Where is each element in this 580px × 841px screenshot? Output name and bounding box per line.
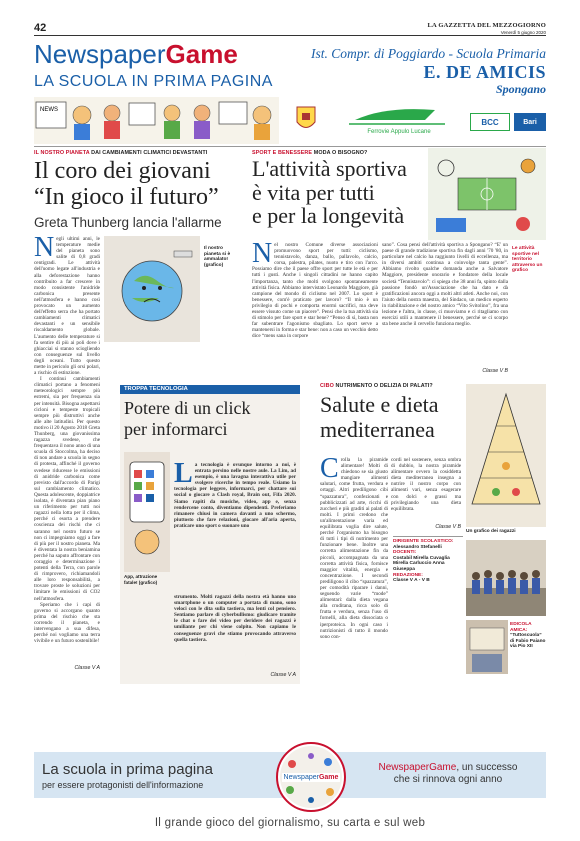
article3-body-intro <box>174 462 296 594</box>
article2-text-2: sano”. Cosa pensi dell'attività sportiva a Spongano? “E' un paese di grande tradizione sportiva fin dagli anni '70 '80, in particolare nel calcio ha raggiunto livelli di eccellenza, ma in diversi ambiti continua a coinvolge tanta gente”. Abbiamo rivolto qualche domanda anche a Salvatore Maggiore, presidente onorario e fondatore della locale società “Tennistavolo”: ci spiega che 38 anni fa, spinto dalla passione fondò un'Associazione che ha dato e dà gratificazioni ancora oggi a molti altri atleti. Anche noi, con l'aiuto della nostra maestra, del Sindaco, un medico esperto in riabilitazione e del nostro amico “Vito Svitolino”, fra una lezione e l'altra, in classe, ci muoviamo e ci ritagliamo con esercizi utili a mantenere il benessere, perché se ci scorpo sta bene anche il cervello funziona meglio. <box>382 242 508 328</box>
article2-drop-cap: N <box>252 242 273 269</box>
article1-title-line1: Il coro dei giovani <box>34 158 211 184</box>
article4-title-line2: mediterranea <box>320 417 435 442</box>
footer-banner-title: La scuola in prima pagina <box>42 761 213 778</box>
article2-sport-image <box>428 148 546 240</box>
article1-text-2: I continui cambiamenti climatici portano a fenomeni meteorologici sempre più estremi, sia per frequenza sia per intensità. Bisogna aspettarsi cicloni e tempeste tropicali sempre più distruttivi anche alle alte latitudini. Per questo motivo il 20 Agosto 2018 Greta Thunberg, una giovanissima ragazza svedese, che frequentava il nono anno di una scuola di Stoccolma, ha deciso di non andare a scuola in segno di protesta, affinché il governo svedese riducesse le emissioni di anidride carbonica come previsto dall'accordo di Parigi sul cambiamento climatico. Questa adolescente, doppiatrice isolata, è diventata pian piano un riferimento per tutti noi ragazzi nella lotta per il clima, perché ci esorta a prendere coscienza dei rischi che ci saranno nel nostro futuro se non ci impegniamo oggi a fare di più per il nostro pianeta. Ma è diventata la nostra beniamina perché ha saputo affrontare con coraggio e determinazione i potenti della Terra, con parole di rimprovero, richiamandoli alle loro responsabilità, a trovare proste le soluzioni per limitare le emissioni di CO2 nell'atmosfera. <box>34 376 100 602</box>
footer-logo-newspaper: Newspaper <box>283 773 319 781</box>
article1-title-line2: “In gioco il futuro” <box>34 184 219 210</box>
article4-kicker-dark: NUTRIMENTO O DELIZIA DI PALATI? <box>335 383 433 389</box>
page-number: 42 <box>34 22 47 34</box>
article4-text-1: rolla la piramide alimentare! Molti di chiedono se sia giusto mangiare alimenti salutari, come frutta, verdura e ortaggi. Altri prediligono cibi “spazzatura”, confezionati e pubblicizzati ad arte, ricchi di zuccheri e più graditi ai palati di molti. I primi credono che un'alimentazione varia ed equilibrata voglia dire salute, perché l'organismo ha bisogno di tutti i tipi di nutrimento per funzionare bene. Inoltre una corretta alimentazione fin da piccoli, accompagnata da una corretta attività fisica, fornisce maggior vitalità, energia e concentrazione. I secondi prediligono il cibo “spazzatura”, per comodità riparare i danni, seguendo varie “mode” alimentari: dalla dieta vegana alla cruditana, ricca solo di frutta e verdura, senza l'uso di fornelli, alla dieta dissociata o iperproteica. In ogni caso i nutrizionisti di tutto il mondo sono con- <box>320 457 388 640</box>
dirigente-label: DIRIGENTE SCOLASTICO: <box>393 539 454 544</box>
crest-icon <box>295 104 317 134</box>
article2-title-line2: è vita per tutti <box>252 179 375 205</box>
article2-body-col1 <box>252 242 378 375</box>
newspaper-date: Venerdì 5 giugno 2020 <box>500 30 546 35</box>
article4-title <box>320 392 439 442</box>
footer-logo-badge <box>276 742 346 812</box>
article4-title-line1: Salute e dieta <box>320 392 439 417</box>
article1-signature: Classe V A <box>74 665 100 671</box>
ferrovie-label: Ferrovie Appulo Lucane <box>367 129 431 135</box>
docenti-names: Costabil Mirella Cuvaglia Mirella Carluccio Anna Giuseppa <box>393 555 450 572</box>
header-top-rule <box>34 35 546 36</box>
article2-signature: Classe V B <box>482 368 508 374</box>
article3-signature: Classe V A <box>270 672 296 678</box>
ferrovie-sponsor <box>345 104 453 138</box>
school-line: Ist. Compr. di Poggiardo - Scuola Primaria <box>310 46 546 61</box>
redazione-names: Classe V A - V B <box>393 578 430 584</box>
footer-right-text1: , un successo <box>456 762 518 773</box>
article1-kicker <box>34 150 207 156</box>
footer-banner-subtitle: per essere protagonisti dell'informazione <box>42 780 204 790</box>
article3-title <box>124 398 250 440</box>
svg-text:NEWS: NEWS <box>40 107 58 113</box>
article3-kicker-bar <box>120 385 300 394</box>
article2-body-col2 <box>382 242 508 368</box>
docenti-label: DOCENTI: <box>393 550 417 556</box>
article4-kicker <box>320 383 433 389</box>
article3-text-rest: strumento. Molti ragazzi della nostra età hanno uno smartphone o un computer a portata di mano, sono veloci con le dita sulla tastiera, ma lenti col pensiero. Sentiamo parlare di cyberbullismo: giudicare tramite le chat o fare dei video per deridere dei ragazzi è umiliante per chi viene colpito. Non capiamo le conseguenze gravi che stiamo provocando attraverso quella tastiera. <box>174 594 296 643</box>
article3-kicker: TROPPA TECNOLOGIA <box>124 386 188 392</box>
class-photo-image <box>466 540 546 616</box>
sick-planet-drawing <box>104 236 200 342</box>
header-illustration-strip <box>34 97 279 144</box>
article2-kicker-dark: MODA O BISOGNO? <box>313 150 368 156</box>
footer-right-text2: che si rinnova ogni anno <box>393 774 503 785</box>
article3-caption: App, attrazione fatale! (grafico) <box>124 574 158 585</box>
article1-text-1: egli ultimi anni, le temperature medie del pianeta sono salite di 0,8 gradi centigradi. Le attività dell'uomo legate all'industria e alla deforestazione hanno contribuito a far crescere in modo consistente l'anidride carbonica presente nell'atmosfera e hanno così provocato un aumento dell'effetto serra che ha portato cambiamenti climatici devastanti e un sensibile riscaldamento globale. L'aumento delle temperature si fa sentire di più ai poli dove i ghiacciai si stanno sciogliendo con conseguenze sul livello degli oceani. Tutto questo mette in pericolo gli orsi polari, a rischio di estinzione. <box>34 236 100 377</box>
footer-right-brand: NewspaperGame <box>378 762 457 773</box>
article1-title <box>34 158 219 210</box>
school-name: E. DE AMICIS <box>423 62 546 82</box>
article1-drop-cap: N <box>34 236 55 263</box>
bari-sponsor <box>514 113 546 131</box>
article2-caption: Le attività sportive nel territorio attraverso un grafico <box>512 246 543 274</box>
apps-drawing <box>124 452 170 572</box>
footer-logo-game: Game <box>318 773 339 781</box>
bari-label: Bari <box>523 118 537 126</box>
class-photo <box>466 540 546 616</box>
article2-title <box>252 157 407 228</box>
article3-body-rest <box>174 594 296 658</box>
article2-title-line1: L'attività sportiva <box>252 156 407 181</box>
article3-app-image <box>124 452 170 572</box>
brand-newspaper: Newspaper <box>34 39 166 69</box>
edicola-name: “Tuttoscuola” di Fabio Paiano via Pio XII <box>510 633 546 650</box>
article1-caption: Il nostro pianeta si è ammalato! (grafico) <box>204 246 231 268</box>
article4-signature: Classe V B <box>435 524 461 530</box>
bcc-label: BCC <box>481 117 499 127</box>
bcc-sponsor <box>470 113 510 131</box>
edicola-box <box>510 622 546 650</box>
newspaper-name: LA GAZZETTA DEL MEZZOGIORNO <box>427 22 546 29</box>
footer-bottom-line: Il grande gioco del giornalismo, su carta e sul web <box>154 817 426 829</box>
article3-title-line2: per informarci <box>124 419 228 439</box>
footer-right-text <box>358 762 538 786</box>
article2-kicker-red: SPORT E BENESSERE <box>252 150 313 156</box>
food-pyramid-drawing <box>466 384 546 527</box>
newsstand-image <box>466 620 508 674</box>
article3-text-intro: a tecnologia è ovunque intorno a noi, è entrata persino nelle nostre aule. La Lim, ad esempio, è una lavagna interattiva utile per svolgere ricerche in tempo reale. Usiamo la tecnologia per leggere, informarci, per chattare sui social o giocare a Clash royal, Brain out, Fifa 2020. Siamo rapiti da musiche, video, app e, senza rendercene conto, diventiamo dipendenti. Preferiamo rimanere chiusi in camera davanti a uno schermo, piuttosto che fare relazioni, giocare all'aria aperta, praticare uno sport o suonare uno <box>174 462 296 529</box>
article1-text-3: Speriamo che i capi di governo si accorgano quanto prima del rischio che sta correndo il pianeta, e intervengano a sua difesa, perché noi vogliamo una terra vivibile e un futuro sostenibile! <box>34 601 100 645</box>
tagline: LA SCUOLA IN PRIMA PAGINA <box>34 73 273 90</box>
edicola-label: EDICOLA AMICA: <box>510 622 532 633</box>
article1-kicker-red: IL NOSTRO PIANETA <box>34 150 90 156</box>
train-logo-icon <box>345 104 453 126</box>
article4-caption: Un grafico dei ragazzi <box>466 529 516 534</box>
article1-subtitle: Greta Thunberg lancia l'allarme <box>34 215 222 230</box>
edicola-photo <box>466 620 508 674</box>
article2-text-1: el nostro Comune diverse associazioni promuovono sport per tutti: ciclismo, tennistavolo, danza, ballo, pallavolo, calcio, corsa, palestra, pilates, nuoto e tiro con l'arco. Possiamo dire che il paese offre sport per tutte le età e per tutti i gusti. Anche i singoli cittadini ne hanno capito l'importanza, tanto che molti svolgono spontaneamente attività fisica. Abbiamo intervistato Leonardo Maggiore, già campione del mondo di ciclismo nel 2007. Lo sport è benessere, com'è praticato per lavoro? “Il mio è un privilegio di pochi e comporta enormi sacrifici, ma deve essere vissuto come un piacere”. Pensi che la tua attività sia di stimolo per fare sport e star bene? “Penso di sì, basta non far subentrare l'agonismo sbagliato. Lo sport serve a mantenersi in forma e star bene: non a caso un vecchio detto dice “mens sana in corpore <box>252 242 378 340</box>
dirigente-name: Alessandro Stefanelli <box>393 544 442 550</box>
article1-body-col1 <box>34 236 100 664</box>
article4-body-col2 <box>391 457 461 517</box>
article1-kicker-dark: DAI CAMBIAMENTI CLIMATICI DEVASTANTI <box>91 150 208 156</box>
article4-drop-cap: C <box>320 457 339 484</box>
article4-body-col1 <box>320 457 388 679</box>
article3-title-line1: Potere di un click <box>124 398 251 418</box>
brand-logo <box>34 40 238 68</box>
sport-drawing <box>428 148 546 240</box>
credits-box <box>393 536 463 608</box>
children-drawings-image <box>34 97 279 144</box>
school-place: Spongano <box>495 82 546 96</box>
article4-kicker-red: CIBO <box>320 383 334 389</box>
brand-game: Game <box>165 39 238 69</box>
municipal-crest <box>295 104 317 134</box>
article4-pyramid-image <box>466 384 546 527</box>
header-bottom-rule <box>34 146 546 147</box>
article1-chart-image <box>104 236 200 342</box>
redazione-label: REDAZIONE: <box>393 572 423 578</box>
article3-drop-cap: L <box>174 462 193 489</box>
footer-logo-text <box>282 773 341 782</box>
article2-title-line3: e per la longevità <box>252 203 405 228</box>
article4-text-2: cordi nel sostenere, senza ombra di dubbio, la nostra piramide alimentare ovvero la cosiddetta dieta mediterranea insegna a nutrire il nostro corpo con alimenti vari, senza esagerare con dolci e grassi ma privilegiando una dieta equilibrata. <box>391 457 461 512</box>
